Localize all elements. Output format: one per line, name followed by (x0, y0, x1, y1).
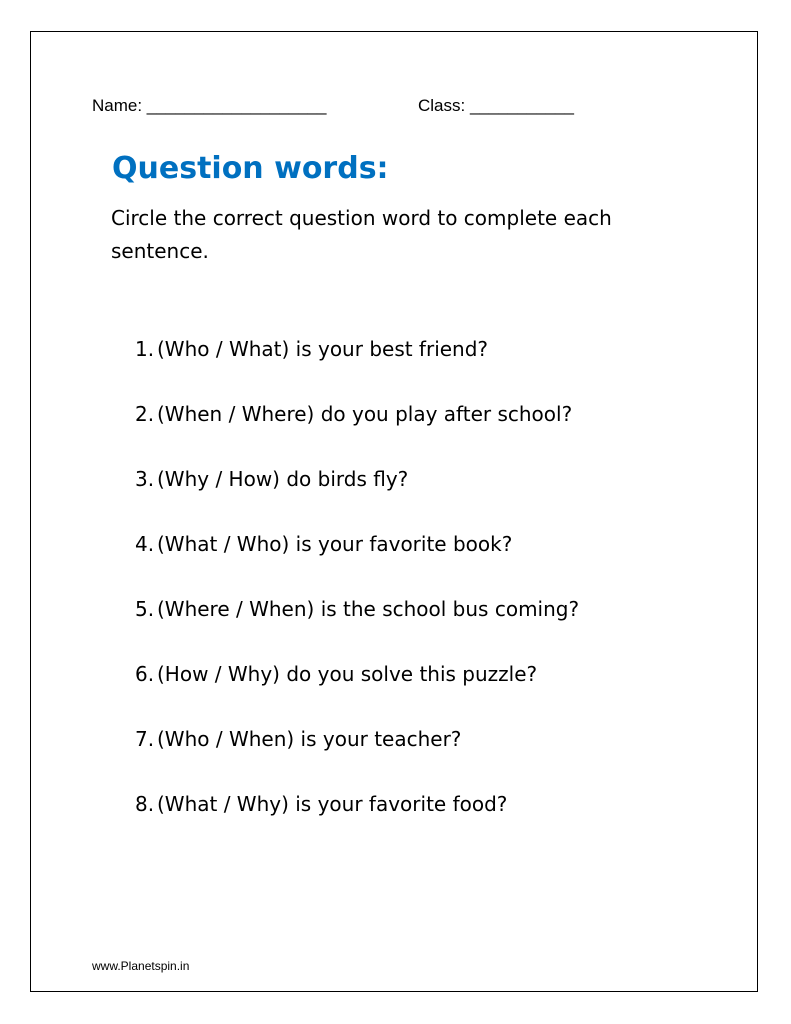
question-text: (Why / How) do birds fly? (157, 467, 409, 491)
question-item (135, 657, 579, 722)
question-text: (Who / What) is your best friend? (157, 337, 489, 361)
question-text: (What / Who) is your favorite book? (157, 532, 513, 556)
question-number: 8. (135, 792, 155, 816)
question-item (135, 722, 579, 787)
question-text: (What / Why) is your favorite food? (157, 792, 508, 816)
question-list (135, 332, 579, 852)
worksheet-title: Question words: (112, 151, 389, 186)
name-field[interactable]: Name: ___________________ (92, 96, 327, 115)
question-number: 1. (135, 337, 155, 361)
question-text: (How / Why) do you solve this puzzle? (157, 662, 538, 686)
question-text: (When / Where) do you play after school? (157, 402, 573, 426)
question-number: 6. (135, 662, 155, 686)
question-item (135, 592, 579, 657)
question-number: 4. (135, 532, 155, 556)
footer-website: www.Planetspin.in (92, 959, 190, 973)
question-item (135, 787, 579, 852)
question-item (135, 527, 579, 592)
instructions-text: Circle the correct question word to complete each sentence. (111, 206, 612, 263)
question-item (135, 397, 579, 462)
question-number: 2. (135, 402, 155, 426)
question-text: (Who / When) is your teacher? (157, 727, 462, 751)
question-number: 5. (135, 597, 155, 621)
question-number: 7. (135, 727, 155, 751)
class-field[interactable]: Class: ___________ (418, 96, 574, 115)
question-number: 3. (135, 467, 155, 491)
question-item (135, 332, 579, 397)
question-item (135, 462, 579, 527)
question-text: (Where / When) is the school bus coming? (157, 597, 580, 621)
